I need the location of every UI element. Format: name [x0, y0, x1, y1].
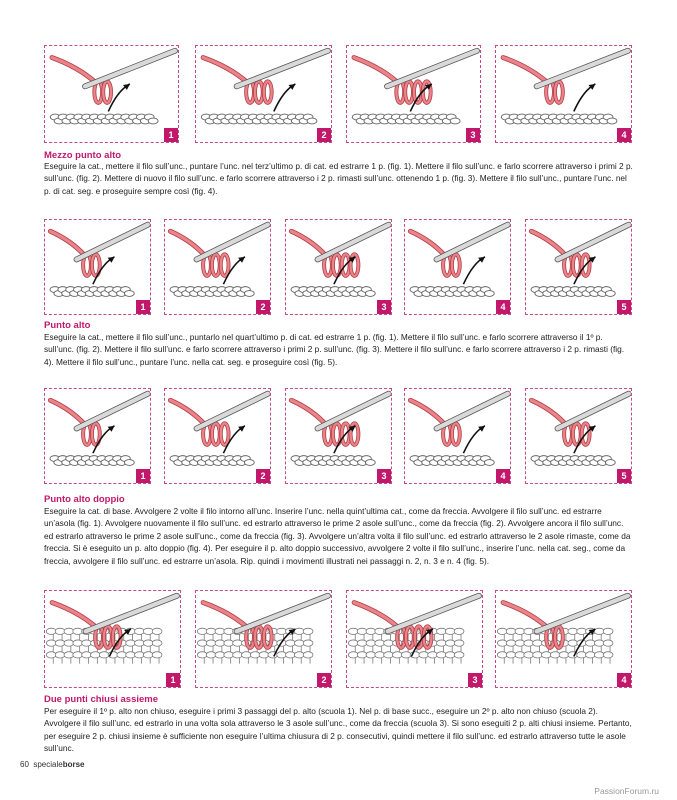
figure-number: 4 — [617, 128, 631, 142]
section-text: Eseguire la cat., mettere il filo sull’unc., puntare l’unc. nel terz’ultimo p. di cat. ed estrarre 1 p. (fig. 1). Mettere il filo sull’unc. e farlo scorrere attraverso i primi 2 p. sull’unc. (fig. 2). Mettere di nuovo il filo sull’unc. e farlo scorrere attraverso i 2 p. rimasti sull’unc. ottenendo 1 p. (fig. 3). Mettere il filo sull’unc., puntare l’unc. nel p. di cat. seg. e proseguire sempre così (fig. 4). — [44, 161, 633, 196]
section-title: Punto alto — [44, 320, 91, 331]
figure — [404, 388, 511, 484]
crochet-illustration — [45, 220, 150, 314]
figure-number: 3 — [466, 128, 480, 142]
crochet-illustration — [45, 46, 178, 142]
figure — [495, 45, 632, 143]
figure — [44, 45, 179, 143]
figure-number: 2 — [256, 300, 270, 314]
figure — [525, 219, 632, 315]
figure — [404, 219, 511, 315]
figure-number: 3 — [377, 469, 391, 483]
figure — [525, 388, 632, 484]
section-title: Mezzo punto alto — [44, 150, 122, 161]
figure-number: 1 — [136, 469, 150, 483]
crochet-illustration — [347, 591, 482, 687]
figure — [164, 219, 271, 315]
figure — [495, 590, 632, 688]
figure — [195, 590, 332, 688]
figure-number: 4 — [496, 300, 510, 314]
figure-number: 2 — [317, 673, 331, 687]
crochet-illustration — [526, 220, 631, 314]
figure-number: 4 — [617, 673, 631, 687]
figure — [195, 45, 332, 143]
figure-number: 5 — [617, 469, 631, 483]
brand-light: speciale — [33, 760, 63, 769]
crochet-illustration — [196, 591, 331, 687]
brand-bold: borse — [62, 760, 85, 769]
figure — [346, 590, 483, 688]
figure-number: 5 — [617, 300, 631, 314]
figure — [346, 45, 481, 143]
crochet-illustration — [165, 220, 270, 314]
section-title: Punto alto doppio — [44, 494, 125, 505]
figure — [44, 219, 151, 315]
figure — [44, 388, 151, 484]
figure-number: 2 — [317, 128, 331, 142]
watermark: PassionForum.ru — [594, 786, 659, 796]
crochet-illustration — [405, 220, 510, 314]
crochet-illustration — [405, 389, 510, 483]
figure-number: 1 — [136, 300, 150, 314]
page-footer — [20, 760, 85, 769]
crochet-illustration — [286, 220, 391, 314]
figure — [44, 590, 181, 688]
crochet-illustration — [196, 46, 331, 142]
crochet-illustration — [526, 389, 631, 483]
crochet-illustration — [286, 389, 391, 483]
crochet-illustration — [347, 46, 480, 142]
crochet-illustration — [45, 389, 150, 483]
figure-number: 3 — [377, 300, 391, 314]
figure — [285, 219, 392, 315]
page-number: 60 — [20, 760, 29, 769]
figure-number: 1 — [166, 673, 180, 687]
section-text: Per eseguire il 1º p. alto non chiuso, eseguire i primi 3 passaggi del p. alto (scuola 1). Nel p. di base succ., eseguire un 2º p. alto non chiuso (scuola 2). Avvolgere il filo sull’unc. ed estrarlo in una volta sola attraverso le 3 asole sull’unc., come da freccia (scuola 3). Si sono eseguiti 2 p. alti chiusi insieme. Pertanto, per eseguire 2 p. chiusi insieme è sufficiente non eseguire l’ultima chiusura di 2 p. consecutivi, quindi mettere il filo sull’unc. ed estrarlo attraverso tutte le asole sull’unc. — [44, 706, 632, 754]
section-text: Eseguire la cat., mettere il filo sull’unc., puntarlo nel quart’ultimo p. di cat. ed estrarre 1 p. (fig. 1). Mettere il filo sull’unc. e farlo scorrere attraverso il 1º p. sull’unc. (fig. 2). Mettere il filo sull’unc. e farlo scorrere attraverso i primi 2 p. sull’unc. (fig. 3). Mettere il filo sull’unc. e farlo scorrere attraverso i 2 p. rimasti (fig. 4). Mettere il filo sull’unc., puntare l’unc. nella cat. seg. e proseguire così (fig. 5). — [44, 332, 625, 367]
section-text: Eseguire la cat. di base. Avvolgere 2 volte il filo intorno all’unc. Inserire l’unc. nella quint’ultima cat., come da freccia. Avvolgere il filo sull’unc. ed estrarre un’asola (fig. 1). Avvolgere nuovamente il filo sull’unc. ed estrarlo attraverso le prime 2 asole sull’unc., come da freccia (fig. 2). Avvolgere ancora il filo sull’unc. ed estrarlo attraverso le prime 2 asole sull’unc., come da freccia (fig. 3). Avvolgere un’altra volta il filo sull’unc. ed estrarlo attraverso le 2 asole rimaste, come da freccia. Si è eseguito un p. alto doppio (fig. 4). Per eseguire il p. alto doppio successivo, avvolgere 2 volte il filo sull’unc., inserire l’unc. nella cat. seg., come da freccia, avvolgere il filo sull’unc. ed estrarre un’asola. Rip. quindi i movimenti illustrati nei passaggi n. 2, n. 3 e n. 4 (fig. 5). — [44, 506, 631, 566]
figure — [164, 388, 271, 484]
figure — [285, 388, 392, 484]
crochet-illustration — [496, 46, 631, 142]
figure-number: 3 — [468, 673, 482, 687]
figure-number: 4 — [496, 469, 510, 483]
crochet-illustration — [45, 591, 180, 687]
figure-number: 1 — [164, 128, 178, 142]
crochet-illustration — [496, 591, 631, 687]
section-title: Due punti chiusi assieme — [44, 694, 159, 705]
figure-number: 2 — [256, 469, 270, 483]
crochet-illustration — [165, 389, 270, 483]
